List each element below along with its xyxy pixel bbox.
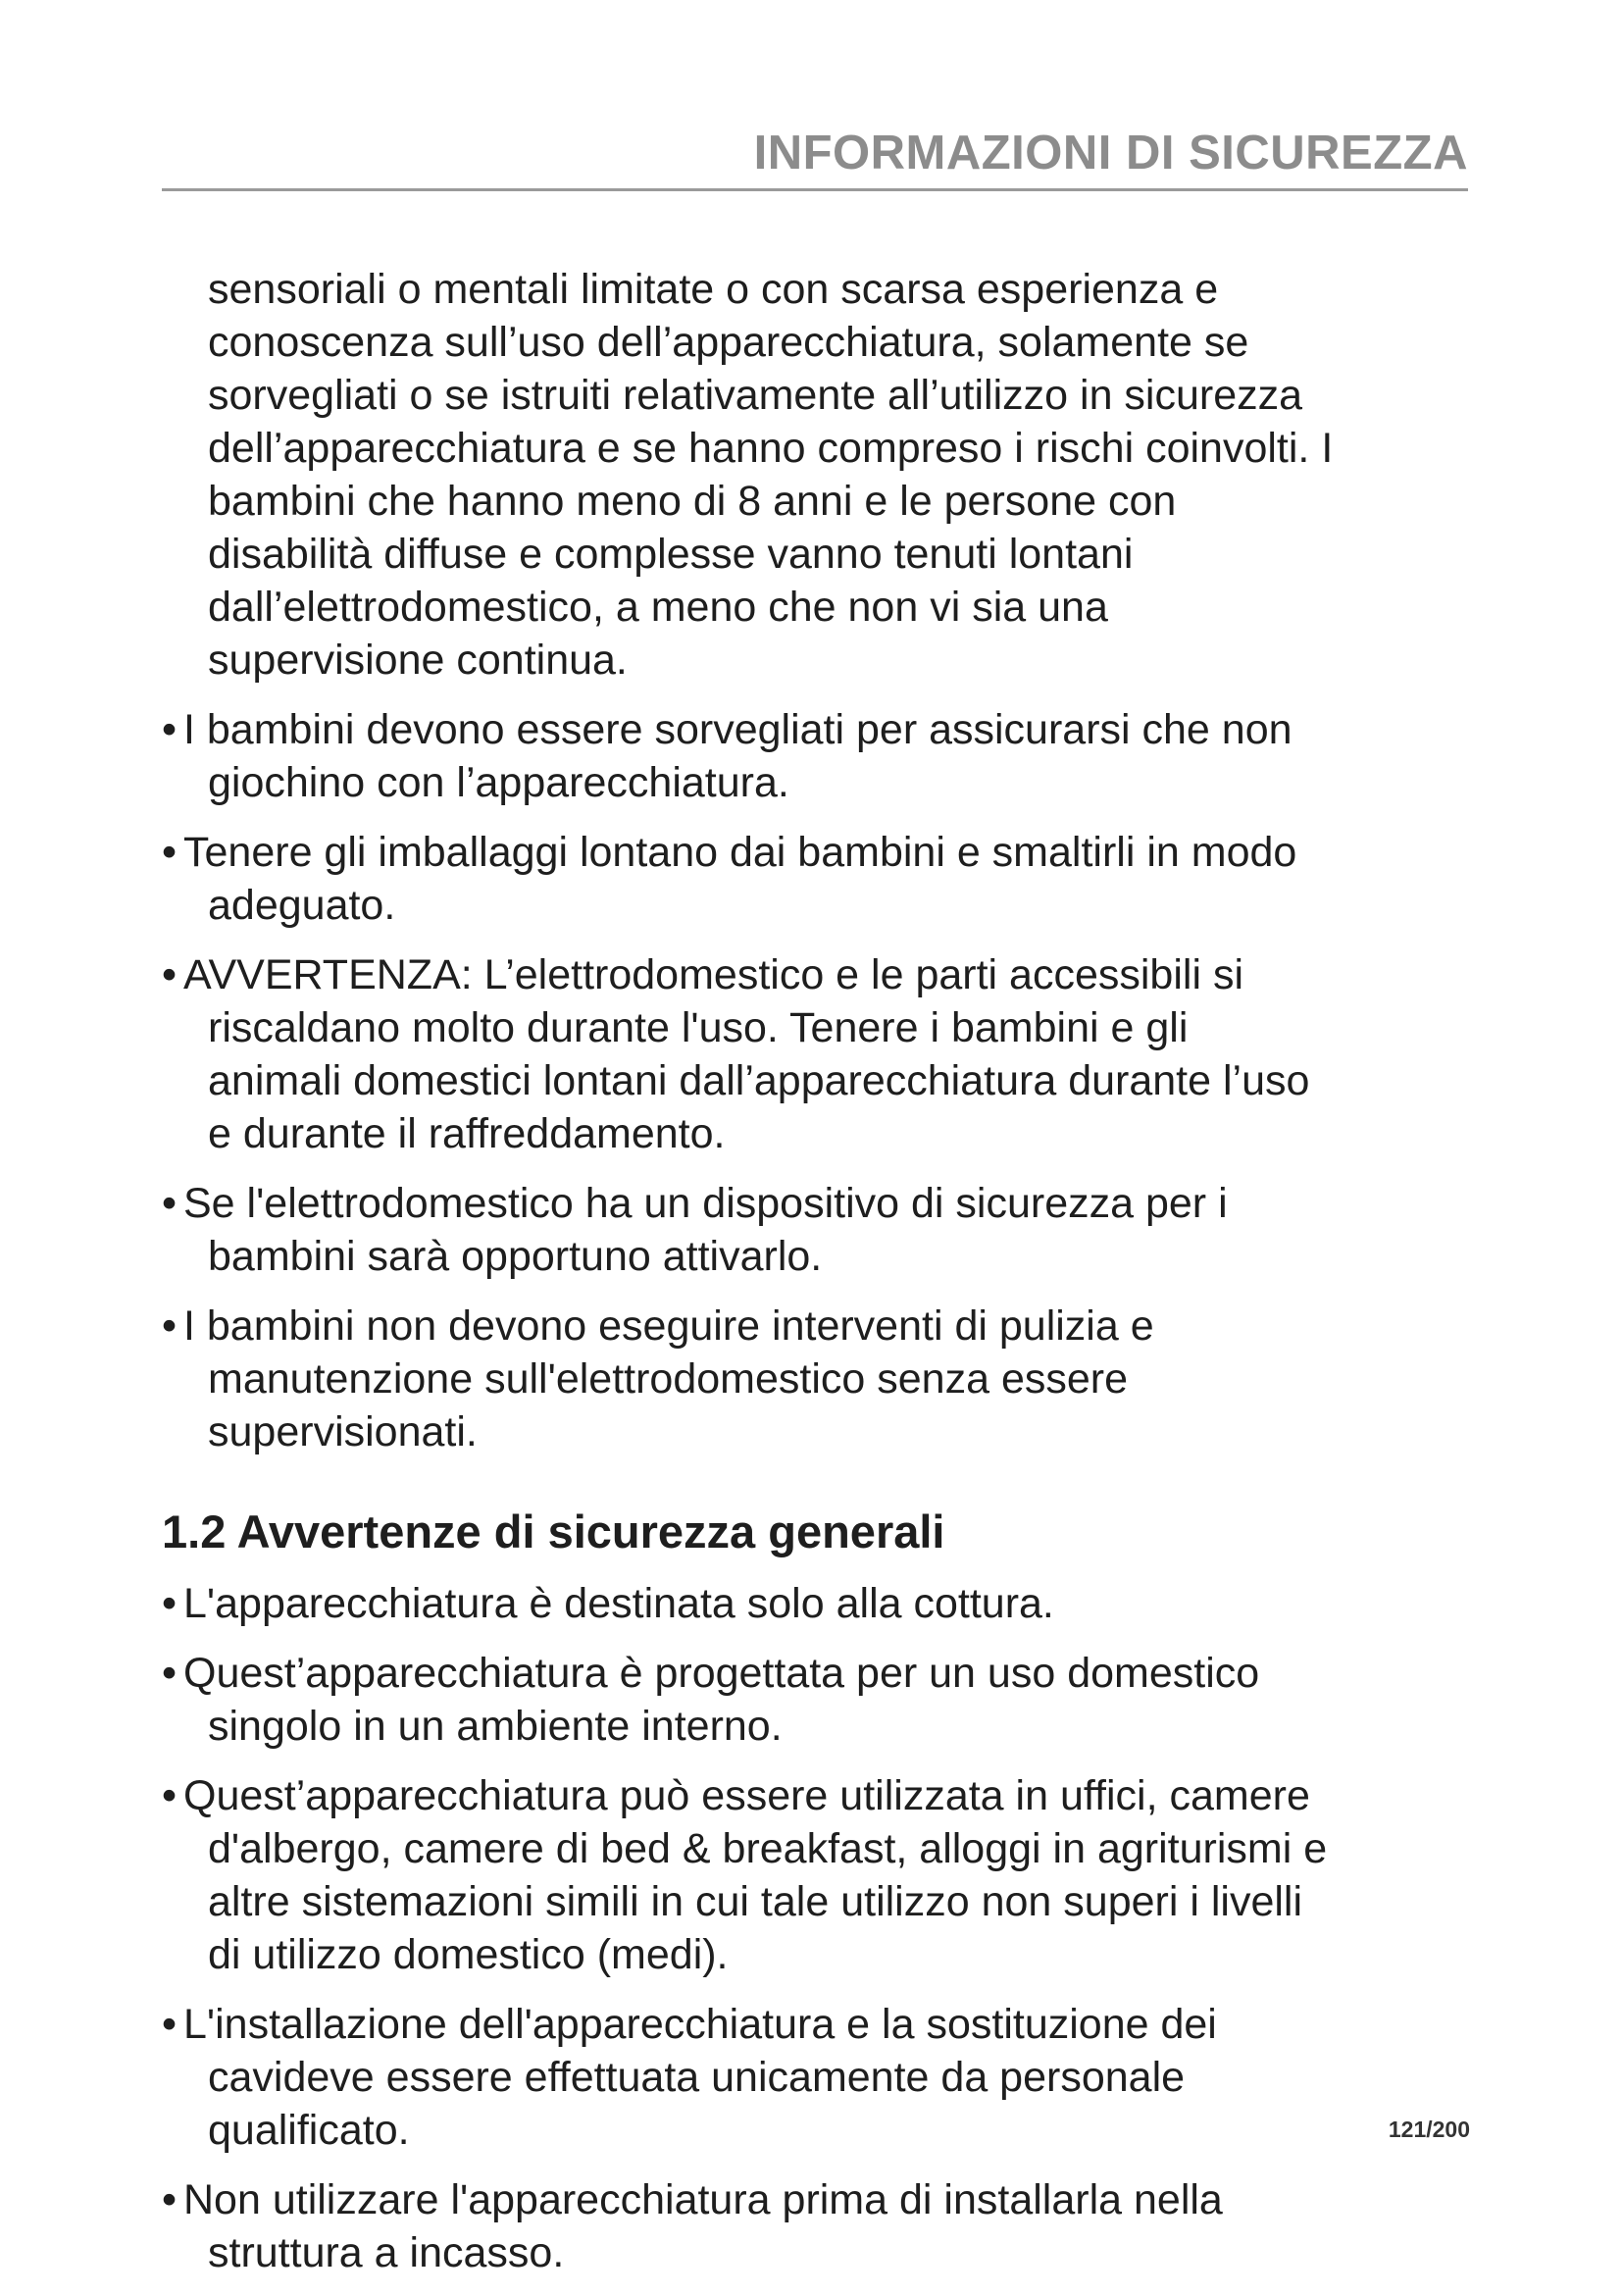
bullet-line: adeguato. (208, 882, 396, 929)
bullet-line: di utilizzo domestico (medi). (208, 1931, 729, 1978)
intro-line: sensoriali o mentali limitate o con scarsa esperienza e (208, 266, 1219, 313)
bullet-dot: • (162, 706, 177, 753)
page-content (162, 263, 1495, 2296)
bullet-line: singolo in un ambiente interno. (208, 1703, 783, 1750)
bullet-dot: • (162, 2001, 177, 2048)
bullet-line: L'installazione dell'apparecchiatura e la sostituzione dei (183, 2001, 1217, 2048)
intro-line: bambini che hanno meno di 8 anni e le persone con (208, 478, 1177, 525)
bullet-line: L'apparecchiatura è destinata solo alla cottura. (183, 1580, 1054, 1627)
bullet-line: Tenere gli imballaggi lontano dai bambini e smaltirli in modo (183, 829, 1297, 876)
bullet-dot: • (162, 1580, 177, 1627)
bullet-line: struttura a incasso. (208, 2229, 565, 2276)
bullet-line: cavideve essere effettuata unicamente da personale (208, 2054, 1186, 2101)
bullet-line: riscaldano molto durante l'uso. Tenere i bambini e gli (208, 1004, 1189, 1051)
bullet-item (162, 1769, 1495, 1981)
intro-line: conoscenza sull’uso dell’apparecchiatura, solamente se (208, 319, 1249, 366)
bullet-dot: • (162, 951, 177, 998)
intro-line: supervisione continua. (208, 637, 628, 684)
bullet-line: bambini sarà opportuno attivarlo. (208, 1233, 823, 1280)
bullet-dot: • (162, 1180, 177, 1227)
intro-paragraph (162, 263, 1495, 687)
header-title: INFORMAZIONI DI SICUREZZA (753, 127, 1468, 179)
bullet-line: supervisionati. (208, 1408, 478, 1455)
bullet-line: giochino con l’apparecchiatura. (208, 759, 789, 806)
bullet-line: AVVERTENZA: L’elettrodomestico e le parti accessibili si (183, 951, 1244, 998)
bullet-item (162, 1998, 1495, 2157)
bullet-item (162, 703, 1495, 809)
bullet-item (162, 1577, 1495, 1630)
intro-line: dell’apparecchiatura e se hanno compreso i rischi coinvolti. I (208, 425, 1334, 472)
bullet-line: manutenzione sull'elettrodomestico senza essere (208, 1355, 1129, 1403)
bullet-item (162, 1300, 1495, 1458)
bullet-dot: • (162, 1772, 177, 1819)
intro-line: sorvegliati o se istruiti relativamente all’utilizzo in sicurezza (208, 372, 1303, 419)
section-heading: 1.2 Avvertenze di sicurezza generali (162, 1505, 945, 1557)
bullet-line: Quest’apparecchiatura può essere utilizzata in uffici, camere (183, 1772, 1310, 1819)
bullet-line: Non utilizzare l'apparecchiatura prima di installarla nella (183, 2176, 1223, 2223)
bullet-item (162, 1647, 1495, 1753)
bullet-dot: • (162, 829, 177, 876)
bullet-item (162, 2173, 1495, 2279)
page-number: 121/200 (1388, 2117, 1470, 2142)
bullet-dot: • (162, 1302, 177, 1350)
bullet-dot: • (162, 2176, 177, 2223)
bullet-dot: • (162, 1650, 177, 1697)
bullet-line: altre sistemazioni simili in cui tale utilizzo non superi i livelli (208, 1878, 1303, 1925)
bullet-line: d'albergo, camere di bed & breakfast, alloggi in agriturismi e (208, 1825, 1328, 1872)
bullet-item (162, 1177, 1495, 1283)
bullet-line: qualificato. (208, 2107, 410, 2154)
bullet-line: I bambini devono essere sorvegliati per assicurarsi che non (183, 706, 1293, 753)
bullet-line: Se l'elettrodomestico ha un dispositivo di sicurezza per i (183, 1180, 1228, 1227)
bullet-line: Quest’apparecchiatura è progettata per un uso domestico (183, 1650, 1260, 1697)
bullet-item (162, 948, 1495, 1160)
intro-line: dall’elettrodomestico, a meno che non vi sia una (208, 584, 1108, 631)
bullet-line: animali domestici lontani dall’apparecchiatura durante l’uso (208, 1057, 1310, 1104)
bullet-line: I bambini non devono eseguire interventi di pulizia e (183, 1302, 1154, 1350)
bullet-line: e durante il raffreddamento. (208, 1110, 726, 1157)
page-header (162, 116, 1468, 191)
intro-line: disabilità diffuse e complesse vanno tenuti lontani (208, 531, 1134, 578)
bullet-item (162, 826, 1495, 932)
